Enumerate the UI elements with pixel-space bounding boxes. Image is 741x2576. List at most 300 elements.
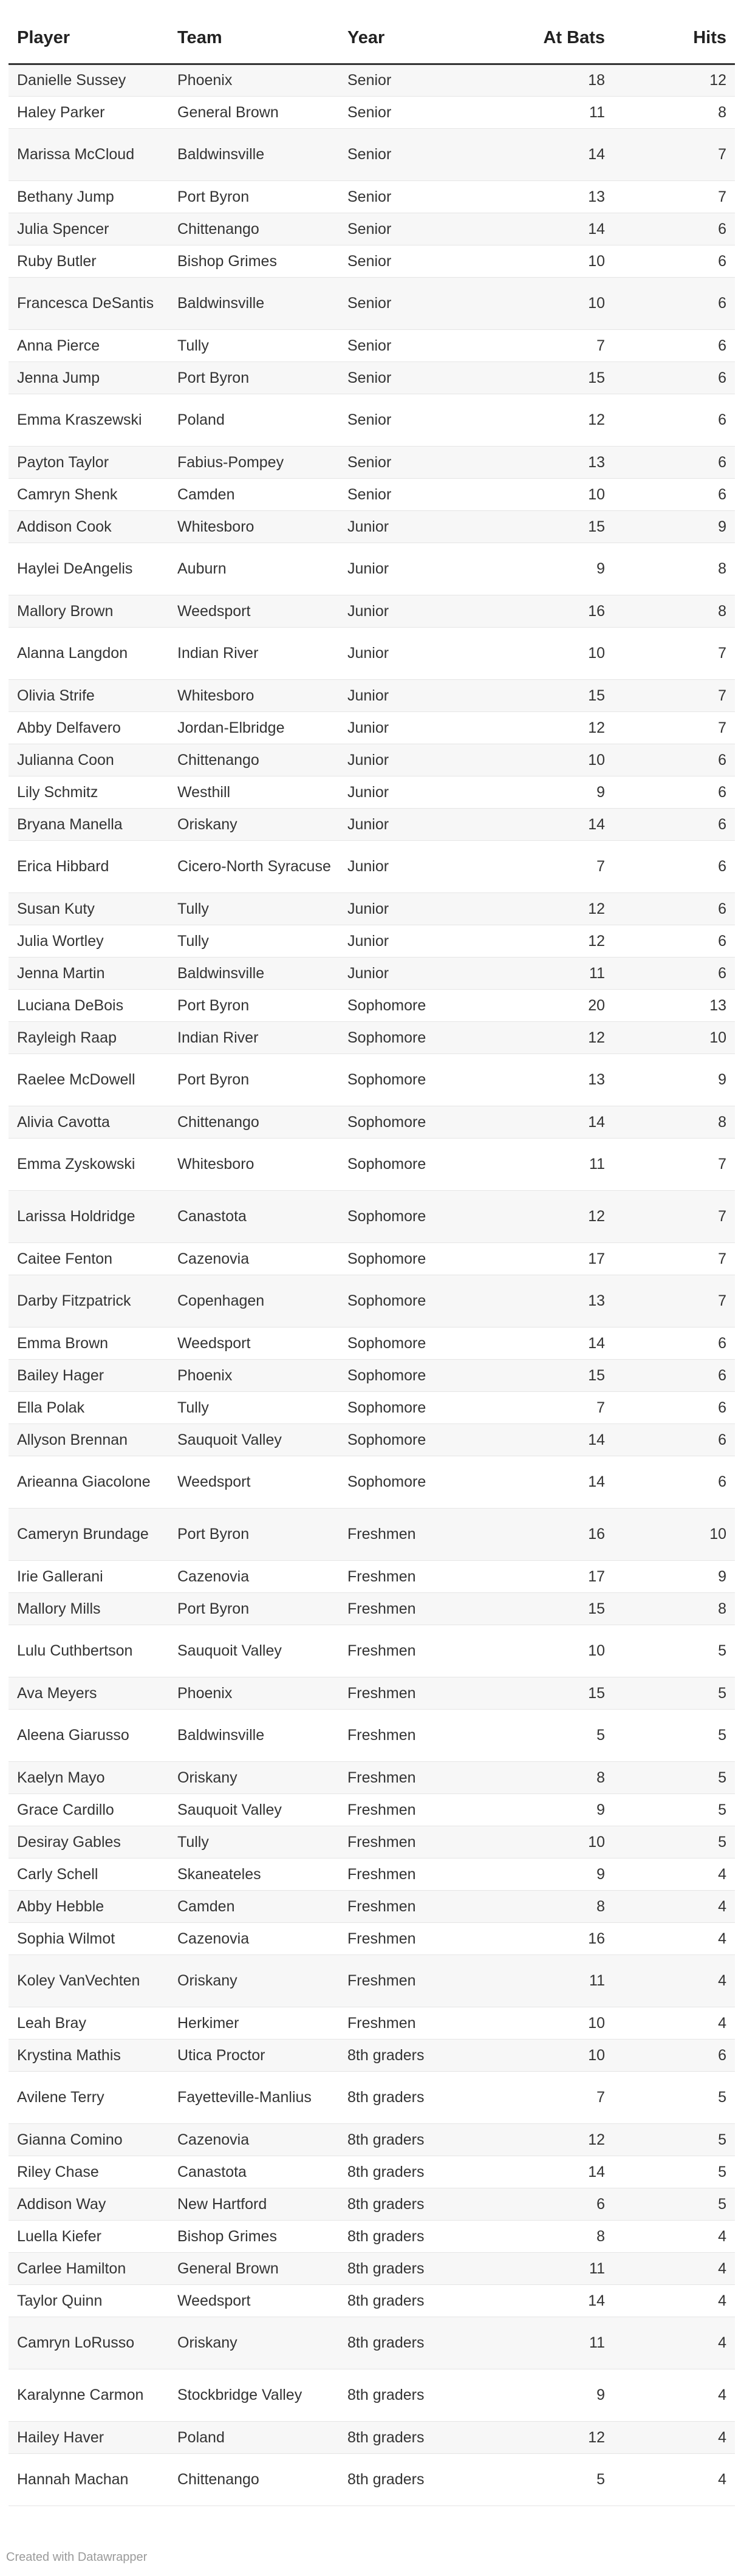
cell-at-bats: 18 bbox=[492, 64, 613, 97]
cell-at-bats: 7 bbox=[492, 2072, 613, 2124]
cell-at-bats: 10 bbox=[492, 628, 613, 680]
cell-team: Sauquoit Valley bbox=[169, 1794, 339, 1826]
table-row bbox=[9, 1392, 735, 1424]
table-row bbox=[9, 447, 735, 479]
cell-player: Mallory Mills bbox=[9, 1593, 169, 1625]
cell-at-bats: 5 bbox=[492, 1710, 613, 1762]
cell-team: Tully bbox=[169, 1392, 339, 1424]
cell-player: Raelee McDowell bbox=[9, 1054, 169, 1106]
column-header-year[interactable]: Year bbox=[339, 12, 492, 64]
cell-player: Taylor Quinn bbox=[9, 2285, 169, 2317]
table-body bbox=[9, 64, 735, 2506]
cell-year: Senior bbox=[339, 129, 492, 181]
cell-player: Sophia Wilmot bbox=[9, 1923, 169, 1955]
cell-team: Cazenovia bbox=[169, 2124, 339, 2156]
cell-hits: 6 bbox=[613, 1392, 735, 1424]
cell-at-bats: 14 bbox=[492, 2285, 613, 2317]
cell-hits: 7 bbox=[613, 1191, 735, 1243]
cell-player: Francesca DeSantis bbox=[9, 278, 169, 330]
cell-team: Jordan-Elbridge bbox=[169, 712, 339, 744]
cell-year: Sophomore bbox=[339, 1054, 492, 1106]
cell-year: Senior bbox=[339, 245, 492, 278]
cell-team: Port Byron bbox=[169, 362, 339, 394]
cell-year: Junior bbox=[339, 511, 492, 543]
table-row bbox=[9, 2007, 735, 2040]
cell-team: Skaneateles bbox=[169, 1858, 339, 1891]
cell-team: Tully bbox=[169, 1826, 339, 1858]
table-row bbox=[9, 595, 735, 628]
cell-hits: 4 bbox=[613, 2253, 735, 2285]
column-header-hits[interactable]: Hits bbox=[613, 12, 735, 64]
cell-hits: 7 bbox=[613, 1243, 735, 1275]
cell-at-bats: 8 bbox=[492, 1891, 613, 1923]
table-row bbox=[9, 213, 735, 245]
cell-at-bats: 17 bbox=[492, 1243, 613, 1275]
cell-year: 8th graders bbox=[339, 2156, 492, 2188]
cell-at-bats: 15 bbox=[492, 511, 613, 543]
cell-team: Weedsport bbox=[169, 1327, 339, 1360]
table-row bbox=[9, 893, 735, 925]
cell-player: Luciana DeBois bbox=[9, 990, 169, 1022]
cell-team: Fayetteville-Manlius bbox=[169, 2072, 339, 2124]
cell-player: Camryn Shenk bbox=[9, 479, 169, 511]
cell-player: Allyson Brennan bbox=[9, 1424, 169, 1456]
cell-team: Weedsport bbox=[169, 2285, 339, 2317]
cell-hits: 6 bbox=[613, 362, 735, 394]
cell-year: Senior bbox=[339, 278, 492, 330]
cell-team: Chittenango bbox=[169, 1106, 339, 1139]
cell-player: Lily Schmitz bbox=[9, 776, 169, 809]
cell-player: Payton Taylor bbox=[9, 447, 169, 479]
table-row bbox=[9, 1858, 735, 1891]
cell-hits: 8 bbox=[613, 1593, 735, 1625]
cell-hits: 5 bbox=[613, 1762, 735, 1794]
column-header-at-bats[interactable]: At Bats bbox=[492, 12, 613, 64]
cell-year: Sophomore bbox=[339, 1243, 492, 1275]
table-row bbox=[9, 2253, 735, 2285]
cell-hits: 6 bbox=[613, 2040, 735, 2072]
cell-hits: 6 bbox=[613, 744, 735, 776]
cell-team: Port Byron bbox=[169, 181, 339, 213]
table-row bbox=[9, 1243, 735, 1275]
cell-hits: 6 bbox=[613, 1456, 735, 1509]
table-row bbox=[9, 543, 735, 595]
cell-at-bats: 15 bbox=[492, 1360, 613, 1392]
cell-year: Senior bbox=[339, 181, 492, 213]
cell-hits: 6 bbox=[613, 893, 735, 925]
cell-at-bats: 7 bbox=[492, 330, 613, 362]
table-row bbox=[9, 1891, 735, 1923]
cell-at-bats: 7 bbox=[492, 1392, 613, 1424]
cell-team: Phoenix bbox=[169, 64, 339, 97]
cell-player: Avilene Terry bbox=[9, 2072, 169, 2124]
cell-player: Haley Parker bbox=[9, 97, 169, 129]
players-table bbox=[9, 12, 735, 2506]
cell-year: Sophomore bbox=[339, 1424, 492, 1456]
table-row bbox=[9, 2317, 735, 2369]
cell-team: Westhill bbox=[169, 776, 339, 809]
cell-at-bats: 6 bbox=[492, 2188, 613, 2221]
cell-year: Sophomore bbox=[339, 990, 492, 1022]
cell-team: Fabius-Pompey bbox=[169, 447, 339, 479]
cell-hits: 4 bbox=[613, 2422, 735, 2454]
cell-hits: 10 bbox=[613, 1022, 735, 1054]
cell-year: Sophomore bbox=[339, 1327, 492, 1360]
cell-year: Senior bbox=[339, 97, 492, 129]
cell-hits: 6 bbox=[613, 1327, 735, 1360]
table-row bbox=[9, 1561, 735, 1593]
cell-team: Bishop Grimes bbox=[169, 2221, 339, 2253]
cell-at-bats: 10 bbox=[492, 744, 613, 776]
cell-hits: 5 bbox=[613, 2072, 735, 2124]
cell-at-bats: 20 bbox=[492, 990, 613, 1022]
cell-at-bats: 14 bbox=[492, 129, 613, 181]
cell-at-bats: 12 bbox=[492, 394, 613, 447]
table-row bbox=[9, 1022, 735, 1054]
table-row bbox=[9, 129, 735, 181]
cell-player: Abby Delfavero bbox=[9, 712, 169, 744]
cell-year: Junior bbox=[339, 776, 492, 809]
table-row bbox=[9, 628, 735, 680]
cell-at-bats: 13 bbox=[492, 181, 613, 213]
cell-at-bats: 8 bbox=[492, 2221, 613, 2253]
cell-at-bats: 14 bbox=[492, 1424, 613, 1456]
cell-at-bats: 15 bbox=[492, 362, 613, 394]
cell-year: 8th graders bbox=[339, 2221, 492, 2253]
cell-player: Ava Meyers bbox=[9, 1677, 169, 1710]
cell-player: Hannah Machan bbox=[9, 2454, 169, 2506]
cell-hits: 4 bbox=[613, 2369, 735, 2422]
cell-at-bats: 16 bbox=[492, 1923, 613, 1955]
cell-hits: 10 bbox=[613, 1509, 735, 1561]
cell-team: Baldwinsville bbox=[169, 278, 339, 330]
header-row bbox=[9, 12, 735, 64]
cell-year: Senior bbox=[339, 479, 492, 511]
cell-year: Junior bbox=[339, 543, 492, 595]
cell-team: Oriskany bbox=[169, 809, 339, 841]
cell-player: Emma Kraszewski bbox=[9, 394, 169, 447]
cell-player: Emma Zyskowski bbox=[9, 1139, 169, 1191]
cell-team: Canastota bbox=[169, 1191, 339, 1243]
cell-at-bats: 13 bbox=[492, 447, 613, 479]
cell-hits: 6 bbox=[613, 957, 735, 990]
cell-hits: 4 bbox=[613, 2454, 735, 2506]
cell-year: 8th graders bbox=[339, 2454, 492, 2506]
cell-year: Senior bbox=[339, 447, 492, 479]
table-row bbox=[9, 362, 735, 394]
cell-year: Senior bbox=[339, 64, 492, 97]
cell-hits: 6 bbox=[613, 394, 735, 447]
cell-team: Cazenovia bbox=[169, 1561, 339, 1593]
cell-at-bats: 12 bbox=[492, 2422, 613, 2454]
cell-year: 8th graders bbox=[339, 2317, 492, 2369]
cell-player: Darby Fitzpatrick bbox=[9, 1275, 169, 1327]
cell-team: Camden bbox=[169, 479, 339, 511]
cell-team: Oriskany bbox=[169, 1955, 339, 2007]
cell-team: Indian River bbox=[169, 628, 339, 680]
cell-year: Sophomore bbox=[339, 1022, 492, 1054]
cell-year: Sophomore bbox=[339, 1392, 492, 1424]
cell-player: Aleena Giarusso bbox=[9, 1710, 169, 1762]
cell-team: Poland bbox=[169, 394, 339, 447]
cell-at-bats: 9 bbox=[492, 543, 613, 595]
cell-hits: 8 bbox=[613, 543, 735, 595]
cell-year: Freshmen bbox=[339, 1677, 492, 1710]
cell-at-bats: 16 bbox=[492, 595, 613, 628]
cell-at-bats: 10 bbox=[492, 245, 613, 278]
cell-year: Junior bbox=[339, 925, 492, 957]
cell-team: Phoenix bbox=[169, 1360, 339, 1392]
cell-player: Arieanna Giacolone bbox=[9, 1456, 169, 1509]
cell-at-bats: 13 bbox=[492, 1275, 613, 1327]
cell-hits: 7 bbox=[613, 680, 735, 712]
cell-player: Desiray Gables bbox=[9, 1826, 169, 1858]
column-header-team[interactable]: Team bbox=[169, 12, 339, 64]
cell-at-bats: 14 bbox=[492, 2156, 613, 2188]
cell-hits: 7 bbox=[613, 628, 735, 680]
cell-hits: 7 bbox=[613, 1139, 735, 1191]
cell-player: Erica Hibbard bbox=[9, 841, 169, 893]
table-row bbox=[9, 1826, 735, 1858]
cell-team: Sauquoit Valley bbox=[169, 1625, 339, 1677]
cell-year: Sophomore bbox=[339, 1360, 492, 1392]
cell-hits: 4 bbox=[613, 2317, 735, 2369]
table-row bbox=[9, 2422, 735, 2454]
cell-team: Chittenango bbox=[169, 213, 339, 245]
table-row bbox=[9, 1191, 735, 1243]
cell-year: 8th graders bbox=[339, 2422, 492, 2454]
table-row bbox=[9, 2188, 735, 2221]
table-row bbox=[9, 64, 735, 97]
cell-year: Sophomore bbox=[339, 1106, 492, 1139]
cell-player: Gianna Comino bbox=[9, 2124, 169, 2156]
cell-hits: 7 bbox=[613, 712, 735, 744]
cell-year: Senior bbox=[339, 330, 492, 362]
table-row bbox=[9, 330, 735, 362]
cell-team: Tully bbox=[169, 330, 339, 362]
cell-year: 8th graders bbox=[339, 2040, 492, 2072]
cell-hits: 5 bbox=[613, 1625, 735, 1677]
cell-year: 8th graders bbox=[339, 2285, 492, 2317]
cell-team: Cicero-North Syracuse bbox=[169, 841, 339, 893]
table-row bbox=[9, 2285, 735, 2317]
cell-hits: 6 bbox=[613, 330, 735, 362]
cell-year: Junior bbox=[339, 841, 492, 893]
table-row bbox=[9, 1794, 735, 1826]
cell-at-bats: 11 bbox=[492, 957, 613, 990]
cell-team: Poland bbox=[169, 2422, 339, 2454]
cell-team: Canastota bbox=[169, 2156, 339, 2188]
cell-at-bats: 11 bbox=[492, 97, 613, 129]
cell-hits: 6 bbox=[613, 809, 735, 841]
cell-hits: 4 bbox=[613, 1891, 735, 1923]
cell-team: Cazenovia bbox=[169, 1923, 339, 1955]
cell-team: General Brown bbox=[169, 2253, 339, 2285]
cell-hits: 6 bbox=[613, 245, 735, 278]
cell-player: Julia Spencer bbox=[9, 213, 169, 245]
cell-at-bats: 9 bbox=[492, 776, 613, 809]
cell-hits: 5 bbox=[613, 1677, 735, 1710]
cell-at-bats: 13 bbox=[492, 1054, 613, 1106]
cell-at-bats: 11 bbox=[492, 1139, 613, 1191]
cell-hits: 7 bbox=[613, 181, 735, 213]
cell-player: Danielle Sussey bbox=[9, 64, 169, 97]
cell-player: Irie Gallerani bbox=[9, 1561, 169, 1593]
cell-player: Alivia Cavotta bbox=[9, 1106, 169, 1139]
cell-year: 8th graders bbox=[339, 2369, 492, 2422]
cell-hits: 6 bbox=[613, 1360, 735, 1392]
table-row bbox=[9, 1456, 735, 1509]
table-row bbox=[9, 1106, 735, 1139]
cell-team: Camden bbox=[169, 1891, 339, 1923]
cell-player: Rayleigh Raap bbox=[9, 1022, 169, 1054]
table-header bbox=[9, 12, 735, 64]
cell-at-bats: 10 bbox=[492, 1826, 613, 1858]
cell-team: Port Byron bbox=[169, 1054, 339, 1106]
table-row bbox=[9, 181, 735, 213]
cell-player: Jenna Jump bbox=[9, 362, 169, 394]
cell-player: Hailey Haver bbox=[9, 2422, 169, 2454]
cell-year: Sophomore bbox=[339, 1456, 492, 1509]
cell-hits: 5 bbox=[613, 1826, 735, 1858]
cell-player: Cameryn Brundage bbox=[9, 1509, 169, 1561]
cell-team: Baldwinsville bbox=[169, 129, 339, 181]
cell-year: Freshmen bbox=[339, 1891, 492, 1923]
cell-player: Alanna Langdon bbox=[9, 628, 169, 680]
cell-team: Oriskany bbox=[169, 2317, 339, 2369]
cell-at-bats: 7 bbox=[492, 841, 613, 893]
cell-year: 8th graders bbox=[339, 2124, 492, 2156]
cell-team: Chittenango bbox=[169, 744, 339, 776]
cell-player: Carlee Hamilton bbox=[9, 2253, 169, 2285]
cell-team: Weedsport bbox=[169, 595, 339, 628]
cell-hits: 5 bbox=[613, 2124, 735, 2156]
cell-player: Julianna Coon bbox=[9, 744, 169, 776]
cell-year: Junior bbox=[339, 595, 492, 628]
cell-year: Freshmen bbox=[339, 1710, 492, 1762]
cell-team: Auburn bbox=[169, 543, 339, 595]
cell-year: Sophomore bbox=[339, 1191, 492, 1243]
cell-at-bats: 10 bbox=[492, 278, 613, 330]
column-header-player[interactable]: Player bbox=[9, 12, 169, 64]
cell-player: Koley VanVechten bbox=[9, 1955, 169, 2007]
table-row bbox=[9, 1677, 735, 1710]
table-row bbox=[9, 1762, 735, 1794]
cell-hits: 4 bbox=[613, 1955, 735, 2007]
cell-player: Addison Way bbox=[9, 2188, 169, 2221]
cell-year: Senior bbox=[339, 213, 492, 245]
cell-hits: 13 bbox=[613, 990, 735, 1022]
datawrapper-credit[interactable]: Created with Datawrapper bbox=[6, 2550, 148, 2564]
cell-player: Luella Kiefer bbox=[9, 2221, 169, 2253]
cell-player: Emma Brown bbox=[9, 1327, 169, 1360]
cell-player: Haylei DeAngelis bbox=[9, 543, 169, 595]
table-row bbox=[9, 1327, 735, 1360]
cell-at-bats: 9 bbox=[492, 2369, 613, 2422]
cell-team: Cazenovia bbox=[169, 1243, 339, 1275]
table-row bbox=[9, 2072, 735, 2124]
cell-year: Senior bbox=[339, 362, 492, 394]
cell-year: Freshmen bbox=[339, 1593, 492, 1625]
cell-at-bats: 10 bbox=[492, 479, 613, 511]
cell-team: Port Byron bbox=[169, 1509, 339, 1561]
cell-team: Baldwinsville bbox=[169, 1710, 339, 1762]
cell-hits: 6 bbox=[613, 213, 735, 245]
cell-hits: 8 bbox=[613, 97, 735, 129]
cell-hits: 4 bbox=[613, 1858, 735, 1891]
cell-year: Freshmen bbox=[339, 1794, 492, 1826]
cell-at-bats: 11 bbox=[492, 2317, 613, 2369]
cell-hits: 5 bbox=[613, 1794, 735, 1826]
cell-player: Ella Polak bbox=[9, 1392, 169, 1424]
cell-hits: 6 bbox=[613, 479, 735, 511]
cell-at-bats: 10 bbox=[492, 2007, 613, 2040]
cell-hits: 4 bbox=[613, 2007, 735, 2040]
cell-player: Bailey Hager bbox=[9, 1360, 169, 1392]
cell-year: Freshmen bbox=[339, 2007, 492, 2040]
cell-player: Grace Cardillo bbox=[9, 1794, 169, 1826]
table-row bbox=[9, 97, 735, 129]
cell-player: Camryn LoRusso bbox=[9, 2317, 169, 2369]
cell-player: Addison Cook bbox=[9, 511, 169, 543]
table-row bbox=[9, 957, 735, 990]
cell-at-bats: 5 bbox=[492, 2454, 613, 2506]
cell-at-bats: 11 bbox=[492, 1955, 613, 2007]
table-row bbox=[9, 245, 735, 278]
cell-at-bats: 11 bbox=[492, 2253, 613, 2285]
cell-at-bats: 14 bbox=[492, 213, 613, 245]
cell-team: Tully bbox=[169, 925, 339, 957]
cell-team: Sauquoit Valley bbox=[169, 1424, 339, 1456]
table-row bbox=[9, 1593, 735, 1625]
table-row bbox=[9, 990, 735, 1022]
table-row bbox=[9, 1360, 735, 1392]
cell-at-bats: 9 bbox=[492, 1794, 613, 1826]
cell-at-bats: 12 bbox=[492, 1191, 613, 1243]
cell-year: Junior bbox=[339, 680, 492, 712]
cell-year: Sophomore bbox=[339, 1275, 492, 1327]
cell-team: General Brown bbox=[169, 97, 339, 129]
cell-team: Baldwinsville bbox=[169, 957, 339, 990]
cell-hits: 12 bbox=[613, 64, 735, 97]
cell-year: Freshmen bbox=[339, 1858, 492, 1891]
cell-player: Olivia Strife bbox=[9, 680, 169, 712]
table-row bbox=[9, 1923, 735, 1955]
cell-team: Weedsport bbox=[169, 1456, 339, 1509]
cell-hits: 8 bbox=[613, 595, 735, 628]
cell-team: Whitesboro bbox=[169, 680, 339, 712]
table-row bbox=[9, 479, 735, 511]
cell-team: Port Byron bbox=[169, 1593, 339, 1625]
cell-year: 8th graders bbox=[339, 2188, 492, 2221]
cell-at-bats: 14 bbox=[492, 809, 613, 841]
cell-player: Carly Schell bbox=[9, 1858, 169, 1891]
cell-at-bats: 12 bbox=[492, 893, 613, 925]
cell-at-bats: 10 bbox=[492, 2040, 613, 2072]
table-row bbox=[9, 809, 735, 841]
cell-team: Herkimer bbox=[169, 2007, 339, 2040]
table-row bbox=[9, 841, 735, 893]
cell-player: Mallory Brown bbox=[9, 595, 169, 628]
cell-at-bats: 14 bbox=[492, 1456, 613, 1509]
cell-team: Whitesboro bbox=[169, 511, 339, 543]
table-row bbox=[9, 394, 735, 447]
cell-year: Junior bbox=[339, 712, 492, 744]
cell-player: Abby Hebble bbox=[9, 1891, 169, 1923]
cell-hits: 5 bbox=[613, 1710, 735, 1762]
table-row bbox=[9, 2369, 735, 2422]
cell-team: Indian River bbox=[169, 1022, 339, 1054]
